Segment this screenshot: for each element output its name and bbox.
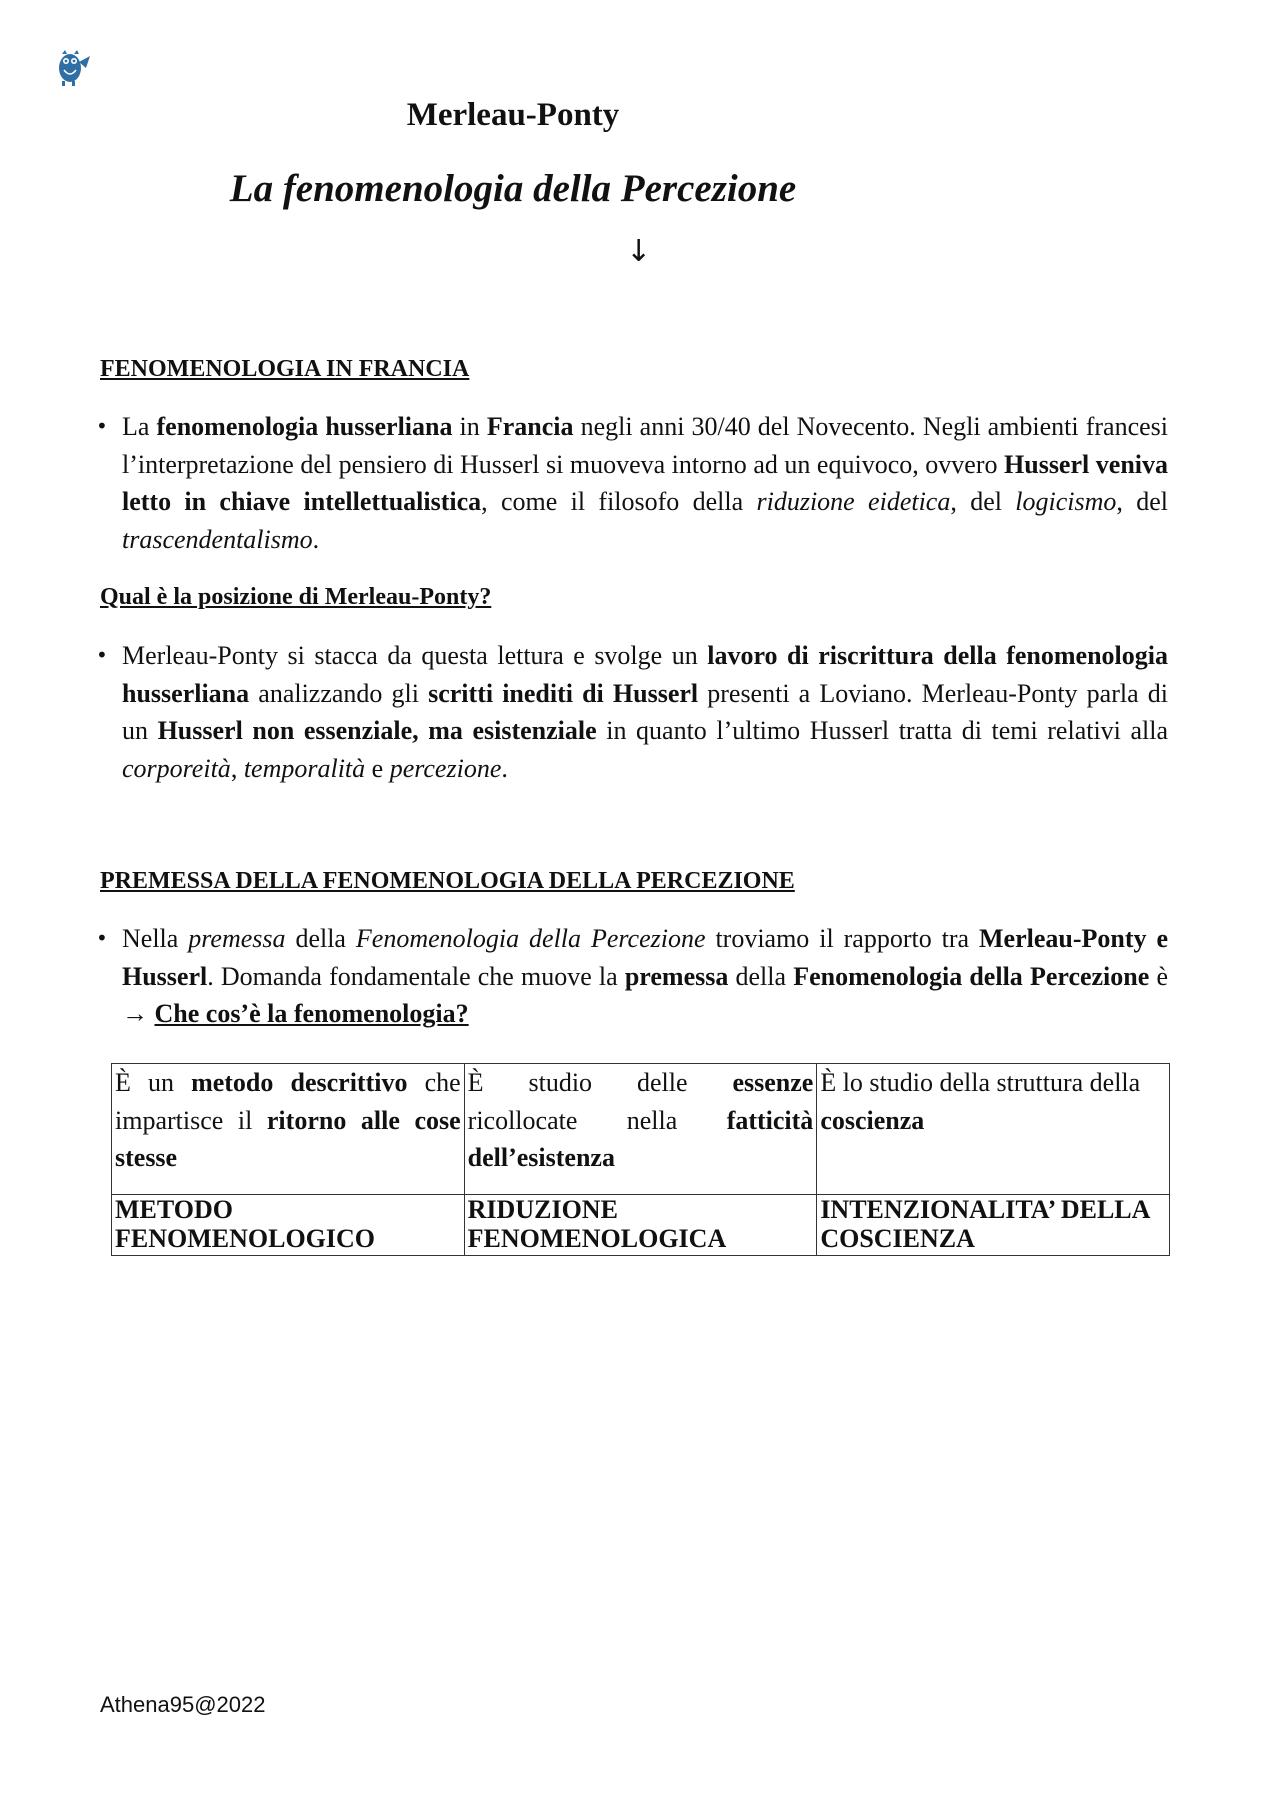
text-run: , del (950, 487, 1016, 516)
text-run: Husserl non essenziale, ma esistenziale (157, 716, 597, 745)
table-cell-studio-essenze (464, 1064, 817, 1195)
text-run: temporalità (243, 753, 366, 783)
table-cell-struttura-coscienza (817, 1064, 1170, 1195)
bullet-text (122, 920, 1168, 1033)
page-title: Merleau-Ponty (406, 97, 620, 133)
table-cell-metodo-descrittivo (112, 1064, 465, 1195)
text-run: Francia (486, 412, 574, 441)
text-run: metodo descrittivo (191, 1068, 408, 1097)
text-run: Che cos’è la fenomenologia? (154, 999, 469, 1028)
text-run: ritorno alle cose stesse (115, 1105, 461, 1172)
text-run: trascendentalismo (122, 524, 313, 554)
page-subtitle: La fenomenologia della Percezione (229, 167, 797, 210)
text-run: . (312, 524, 320, 554)
text-run: È studio delle (467, 1068, 733, 1097)
bullet-item-posizione (96, 637, 1168, 787)
bullet-dot-icon: • (96, 643, 108, 667)
text-run: essenze (732, 1068, 814, 1097)
table-cell-label-metodo: METODO FENOMENOLOGICO (112, 1195, 465, 1256)
text-run: scritti inediti di Husserl (428, 678, 699, 708)
bullet-item-francia (96, 408, 1168, 558)
text-run: della (728, 961, 794, 991)
text-run: negli anni 30/40 del Novecento. Negli ambienti francesi l’interpretazione del pensiero di Husserl si muoveva intorno ad un equivoco, ovvero (122, 412, 1168, 479)
owl-icon (52, 48, 92, 88)
bullet-item-premessa (96, 920, 1168, 1033)
text-run: troviamo il rapporto tra (705, 924, 980, 953)
text-run: È un (115, 1068, 192, 1097)
text-run: ricollocate nella (467, 1105, 727, 1135)
section-heading-premessa: PREMESSA DELLA FENOMENOLOGIA DELLA PERCEZIONE (100, 868, 795, 894)
text-run: fenomenologia husserliana (156, 412, 453, 441)
text-run: lavoro di riscrittura della fenomenologia husserliana (122, 641, 1168, 708)
text-run: presenti a Loviano. Merleau-Ponty parla di un (122, 678, 1168, 745)
footer-credit: Athena95@2022 (100, 1692, 266, 1717)
text-run: e (365, 753, 390, 783)
text-run: premessa (624, 961, 729, 991)
text-run: coscienza (820, 1105, 925, 1135)
text-run: è → (122, 961, 1168, 1028)
text-run: , (230, 753, 244, 783)
table-row (112, 1195, 1170, 1256)
table-cell-label-riduzione: RIDUZIONE FENOMENOLOGICA (464, 1195, 817, 1256)
section-heading-fenomenologia-francia: FENOMENOLOGIA IN FRANCIA (100, 356, 470, 382)
text-run: analizzando gli (249, 678, 429, 708)
text-run: Husserl veniva letto in chiave intellettualistica (122, 449, 1168, 516)
text-run: premessa (188, 924, 286, 953)
text-run: della (285, 924, 356, 953)
text-run: Fenomenologia della Percezione (355, 924, 706, 953)
text-run: riduzione eidetica (756, 487, 951, 516)
table-cell-label-intenzionalita: INTENZIONALITA’ DELLA COSCIENZA (817, 1195, 1170, 1256)
text-run: Nella (122, 924, 189, 953)
text-run: , del (1116, 487, 1169, 516)
section-heading-posizione: Qual è la posizione di Merleau-Ponty? (100, 584, 492, 610)
text-run: in (452, 412, 487, 441)
text-run: . (501, 753, 508, 783)
text-run: . Domanda fondamentale che muove la (207, 961, 625, 991)
text-run: Fenomenologia della Percezione (793, 961, 1150, 991)
text-run: corporeità (122, 753, 231, 783)
text-run: , come il filosofo della (481, 487, 757, 516)
bullet-text (122, 637, 1168, 787)
text-run: La (122, 412, 157, 441)
text-run: Merleau-Ponty si stacca da questa lettura e svolge un (122, 641, 708, 670)
text-run: percezione (389, 753, 502, 783)
text-run: logicismo (1015, 487, 1117, 516)
bullet-dot-icon: • (96, 414, 108, 438)
text-run: in quanto l’ultimo Husserl tratta di temi relativi alla (596, 716, 1169, 745)
concepts-table (111, 1063, 1170, 1256)
bullet-text (122, 408, 1168, 558)
down-arrow-icon: ↓ (626, 234, 652, 269)
text-run: fatticità dell’esistenza (467, 1105, 814, 1172)
text-run: È lo studio della struttura della (820, 1068, 1141, 1097)
bullet-dot-icon: • (96, 926, 108, 950)
text-run: Merleau-Ponty e Husserl (122, 924, 1168, 991)
text-run: che impartisce il (115, 1068, 461, 1135)
table-row (112, 1064, 1170, 1195)
